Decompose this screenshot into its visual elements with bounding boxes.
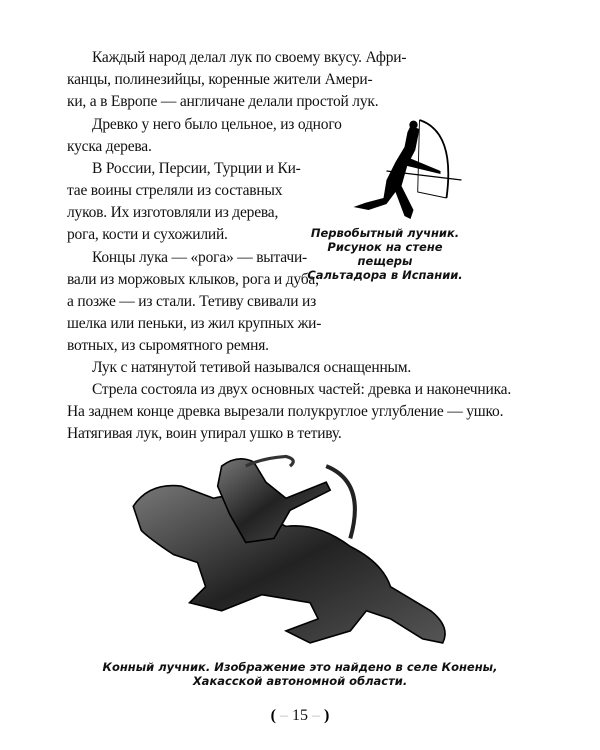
ornament-dash: – (276, 707, 292, 724)
text-line: Натягивая лук, воин упирал ушко в тетиву. (67, 425, 342, 442)
caption-line: Хакасской автономной области. (192, 674, 408, 688)
caption-line: Первобытный лучник. (310, 226, 460, 240)
caption-line: Сальтадора в Испании. (307, 268, 463, 282)
ornament-left: ( (270, 707, 276, 724)
text-line: вали из моржовых клыков, рога и дуба, (67, 271, 319, 288)
caption-line: Рисунок на стене пещеры (327, 240, 443, 268)
text-line: вотных, из сыромятного ремня. (67, 337, 269, 354)
text-line: Стрела состояла из двух основных частей: древка и наконечника. (92, 381, 512, 398)
page-number: 15 (292, 707, 308, 724)
text-line: куска дерева. (67, 138, 152, 155)
text-line: тае воины стреляли из составных (67, 182, 283, 199)
text-line: Каждый народ делал лук по своему вкусу. Афри- (92, 49, 407, 66)
text-line: рога, кости и сухожилий. (67, 226, 228, 243)
text-line: канцы, полинезийцы, коренные жители Амери- (67, 71, 373, 88)
text-line: ки, а в Европе — англичане делали простой лук. (67, 93, 379, 110)
text-line: шелка или пеньки, из жил крупных жи- (67, 315, 322, 332)
ornament-right: ) (324, 707, 330, 724)
ornament-dash: – (312, 707, 324, 724)
horse-archer-illustration (85, 450, 495, 655)
figure2-caption (100, 660, 500, 688)
text-line: луков. Их изготовляли из дерева, (67, 204, 279, 221)
text-line: Лук с натянутой тетивой назывался оснащенным. (92, 359, 412, 376)
figure1-caption (300, 226, 470, 282)
text-line: а позже — из стали. Тетиву свивали из (67, 293, 316, 310)
caption-line: Конный лучник. Изображение это найдено в селе Конены, (102, 660, 498, 674)
page-number-footer (240, 707, 360, 725)
text-line: Концы лука — «рога» — вытачи- (92, 249, 307, 266)
text-line: Древко у него было цельное, из одного (92, 116, 342, 133)
text-line: В России, Персии, Турции и Ки- (92, 160, 301, 177)
text-line: На заднем конце древка вырезали полукруглое углубление — ушко. (67, 403, 504, 420)
cave-archer-illustration (335, 114, 480, 222)
